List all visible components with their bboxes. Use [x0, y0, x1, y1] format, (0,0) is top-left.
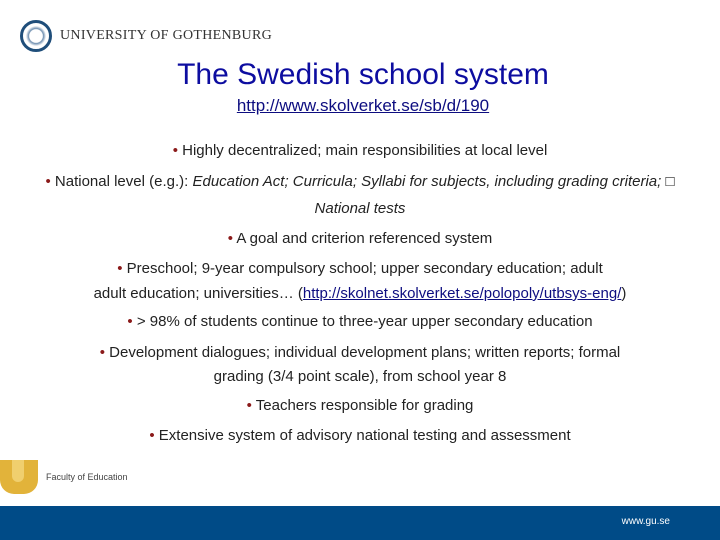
source-link[interactable]: http://www.skolverket.se/sb/d/190: [236, 96, 490, 115]
faculty-name: Faculty of Education: [46, 472, 128, 482]
university-seal-icon: [20, 20, 52, 52]
bullet-text: Extensive system of advisory national testing and assessment: [158, 427, 571, 444]
bullet-school-levels: [0, 257, 720, 281]
bullet-upper-secondary: [0, 310, 720, 334]
bullet-text-italic: Education Act; Curricula; Syllabi for subjects, including grading criteria; □: [192, 173, 675, 190]
footer-bar: [0, 506, 720, 540]
bullet-development: [0, 341, 720, 365]
bullet-text: A goal and criterion referenced system: [236, 230, 493, 247]
bullet-text: Highly decentralized; main responsibilities at local level: [182, 142, 548, 159]
university-logo: [20, 20, 272, 52]
university-name: UNIVERSITY OF GOTHENBURG: [60, 28, 273, 43]
bullet-text: adult education; universities… (: [93, 285, 303, 302]
bullet-icon: •: [172, 142, 178, 159]
bullet-decentralized: [0, 139, 720, 163]
bullet-development-line2: [0, 365, 720, 389]
bullet-icon: •: [227, 230, 233, 247]
bullet-icon: •: [149, 427, 155, 444]
faculty-logo: [0, 460, 128, 494]
bullet-national-testing: [0, 424, 720, 448]
bullet-text-italic: National tests: [314, 200, 406, 217]
bullet-text: Development dialogues; individual development plans; written reports; formal: [109, 344, 621, 361]
bullet-icon: •: [45, 173, 51, 190]
website-link[interactable]: www.gu.se: [621, 516, 670, 527]
bullet-text: > 98% of students continue to three-year upper secondary education: [136, 313, 593, 330]
slide-title: The Swedish school system: [177, 58, 549, 91]
bullet-national-level-line2: [0, 197, 720, 221]
bullet-national-level: [0, 170, 720, 194]
bullet-goal-system: [0, 227, 720, 251]
bullet-text: ): [621, 285, 627, 302]
bullet-icon: •: [246, 397, 252, 414]
bullet-text: grading (3/4 point scale), from school year 8: [213, 368, 507, 385]
source-link-wrap: [0, 96, 720, 116]
faculty-u-icon: [0, 460, 38, 494]
bullet-text: Teachers responsible for grading: [255, 397, 474, 414]
bullet-icon: •: [117, 260, 123, 277]
bullet-school-levels-line2: [0, 282, 720, 306]
bullet-text: Preschool; 9-year compulsory school; upper secondary education; adult: [126, 260, 603, 277]
bullet-icon: •: [99, 344, 105, 361]
bullet-icon: •: [127, 313, 133, 330]
bullet-teachers-grading: [0, 394, 720, 418]
skolnet-link[interactable]: http://skolnet.skolverket.se/polopoly/utbsys-eng/: [302, 285, 622, 302]
bullet-text: National level (e.g.):: [54, 173, 193, 190]
